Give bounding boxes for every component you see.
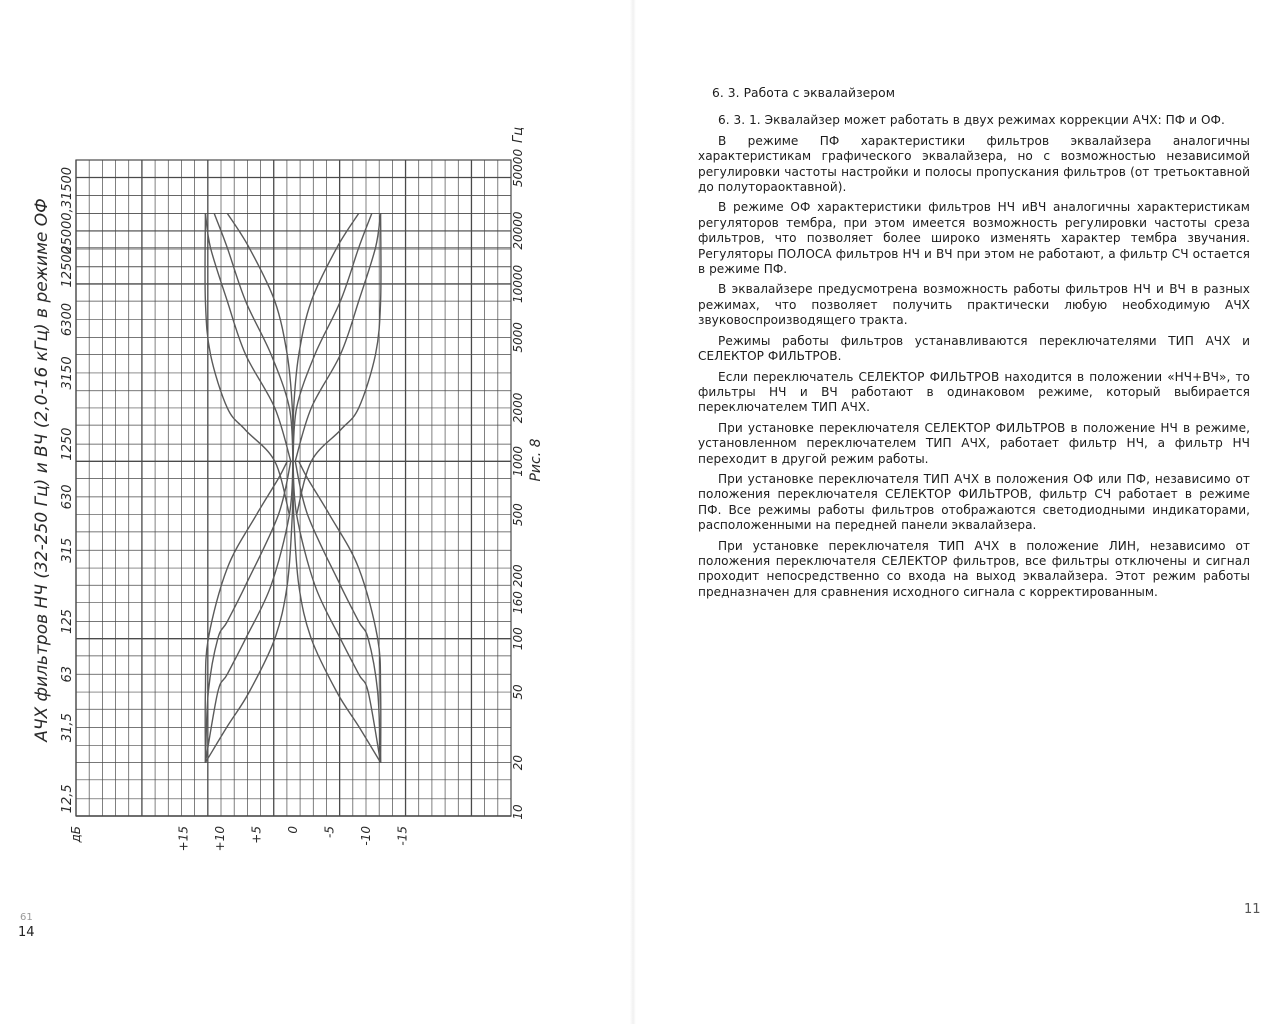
frequency-response-chart bbox=[0, 0, 630, 1024]
series-line bbox=[205, 461, 287, 762]
freq-tick-label: 5000 bbox=[511, 322, 525, 353]
center-freq-tick-label: 25000,31500 bbox=[60, 166, 75, 254]
center-freq-tick-label: 1250 bbox=[60, 427, 75, 461]
center-freq-tick-label: 12500 bbox=[60, 246, 75, 288]
freq-tick-label: 20000 bbox=[511, 211, 525, 250]
freq-tick-label: 10000 bbox=[511, 264, 525, 304]
freq-tick-label: 50 bbox=[511, 684, 525, 700]
figure-label: Рис. 8 bbox=[528, 438, 544, 482]
paragraph: В эквалайзере предусмотрена возможность работы фильтров НЧ и ВЧ в разных режимах, что позволяет получить практически любую необходимую АЧХ звуковоспроизводящего тракта. bbox=[698, 282, 1250, 328]
text-page bbox=[698, 86, 1250, 605]
gain-tick-label: +5 bbox=[249, 826, 264, 844]
gain-tick-label: 0 bbox=[286, 826, 300, 834]
gain-tick-label: -15 bbox=[395, 826, 410, 846]
freq-tick-label: 160 200 bbox=[511, 564, 525, 615]
page-number-right: 11 bbox=[1244, 902, 1261, 917]
series-line bbox=[295, 461, 380, 762]
series-line bbox=[293, 461, 381, 762]
gain-tick-label: +10 bbox=[213, 826, 227, 852]
center-freq-tick-label: 31,5 bbox=[60, 713, 75, 743]
chart-labels bbox=[32, 127, 544, 852]
chart-curves bbox=[205, 213, 381, 762]
center-freq-tick-label: 3150 bbox=[60, 356, 75, 390]
series-line bbox=[293, 461, 381, 762]
center-freq-tick-label: 63 bbox=[60, 665, 75, 683]
series-line bbox=[205, 461, 290, 762]
page-mark: 61 bbox=[20, 912, 33, 923]
paragraph: При установке переключателя ТИП АЧХ в положение ЛИН, независимо от положения переключателя СЕЛЕКТОР фильтров, все фильтры отключены и сигнал проходит непосредственно со входа на выход эквалайзера. Этот режим работы предназначен для сравнения исходного сигнала с корректированным. bbox=[698, 538, 1250, 599]
y-axis-title: АЧХ фильтров НЧ (32-250 Гц) и ВЧ (2,0-16 кГц) в режиме ОФ bbox=[32, 198, 52, 742]
freq-unit-label: Гц bbox=[511, 126, 526, 144]
series-line bbox=[205, 461, 293, 762]
freq-tick-label: 10 bbox=[511, 804, 525, 820]
center-freq-tick-label: 630 bbox=[60, 484, 75, 510]
paragraph: В режиме ОФ характеристики фильтров НЧ иВЧ аналогичны характеристикам регуляторов тембра, при этом имеется возможность регулировки частоты среза фильтров, что позволяет более широко изменять характер тембра звучания. Регуляторы ПОЛОСА фильтров НЧ и ВЧ при этом не работают, а фильтр СЧ остается в режиме ПФ. bbox=[698, 200, 1250, 277]
gain-unit-label: дБ bbox=[69, 826, 83, 843]
gain-tick-label: -5 bbox=[322, 826, 337, 838]
section-title: 6. 3. Работа с эквалайзером bbox=[712, 86, 896, 100]
book-gutter bbox=[630, 0, 636, 1024]
freq-tick-label: 50000 bbox=[511, 148, 525, 188]
gain-tick-label: +15 bbox=[176, 826, 191, 852]
center-freq-tick-label: 12,5 bbox=[60, 784, 75, 814]
paragraph: В режиме ПФ характеристики фильтров эквалайзера аналогичны характеристикам графического эквалайзера, но с возможностью независимой регулировки частоты настройки и полосы пропускания фильтров (от третьоктавной до полутораоктавной). bbox=[698, 133, 1250, 195]
center-freq-tick-label: 125 bbox=[60, 609, 75, 634]
paragraph: 6. 3. 1. Эквалайзер может работать в двух режимах коррекции АЧХ: ПФ и ОФ. bbox=[718, 113, 1225, 128]
page-number-left: 14 bbox=[18, 925, 35, 940]
paragraph: Если переключатель СЕЛЕКТОР ФИЛЬТРОВ находится в положении «НЧ+ВЧ», то фильтры НЧ и ВЧ работают в одинаковом режиме, который выбирается переключателем ТИП АЧХ. bbox=[698, 369, 1250, 415]
paragraph: Режимы работы фильтров устанавливаются переключателями ТИП АЧХ и СЕЛЕКТОР ФИЛЬТРОВ. bbox=[698, 333, 1250, 364]
freq-tick-label: 500 bbox=[511, 503, 525, 527]
center-freq-tick-label: 315 bbox=[60, 537, 75, 563]
series-line bbox=[205, 461, 293, 762]
paragraph: При установке переключателя ТИП АЧХ в положения ОФ или ПФ, независимо от положения переключателя СЕЛЕКТОР ФИЛЬТРОВ, фильтр СЧ работает в режиме ПФ. Все режимы работы фильтров отображаются светодиодными индикаторами, расположенными на передней панели эквалайзера. bbox=[698, 471, 1250, 533]
series-line bbox=[297, 213, 381, 514]
freq-tick-label: 1000 bbox=[511, 446, 525, 477]
center-freq-tick-label: 6300 bbox=[60, 302, 75, 337]
gain-tick-label: -10 bbox=[359, 826, 373, 846]
freq-tick-label: 100 bbox=[511, 627, 525, 651]
freq-tick-label: 2000 bbox=[511, 392, 525, 424]
freq-tick-label: 20 bbox=[511, 754, 525, 771]
paragraph: При установке переключателя СЕЛЕКТОР ФИЛЬТРОВ в положение НЧ в режиме, установленном переключателем ТИП АЧХ, работает фильтр НЧ, а фильтр НЧ переходит в другой режим работы. bbox=[698, 420, 1250, 466]
